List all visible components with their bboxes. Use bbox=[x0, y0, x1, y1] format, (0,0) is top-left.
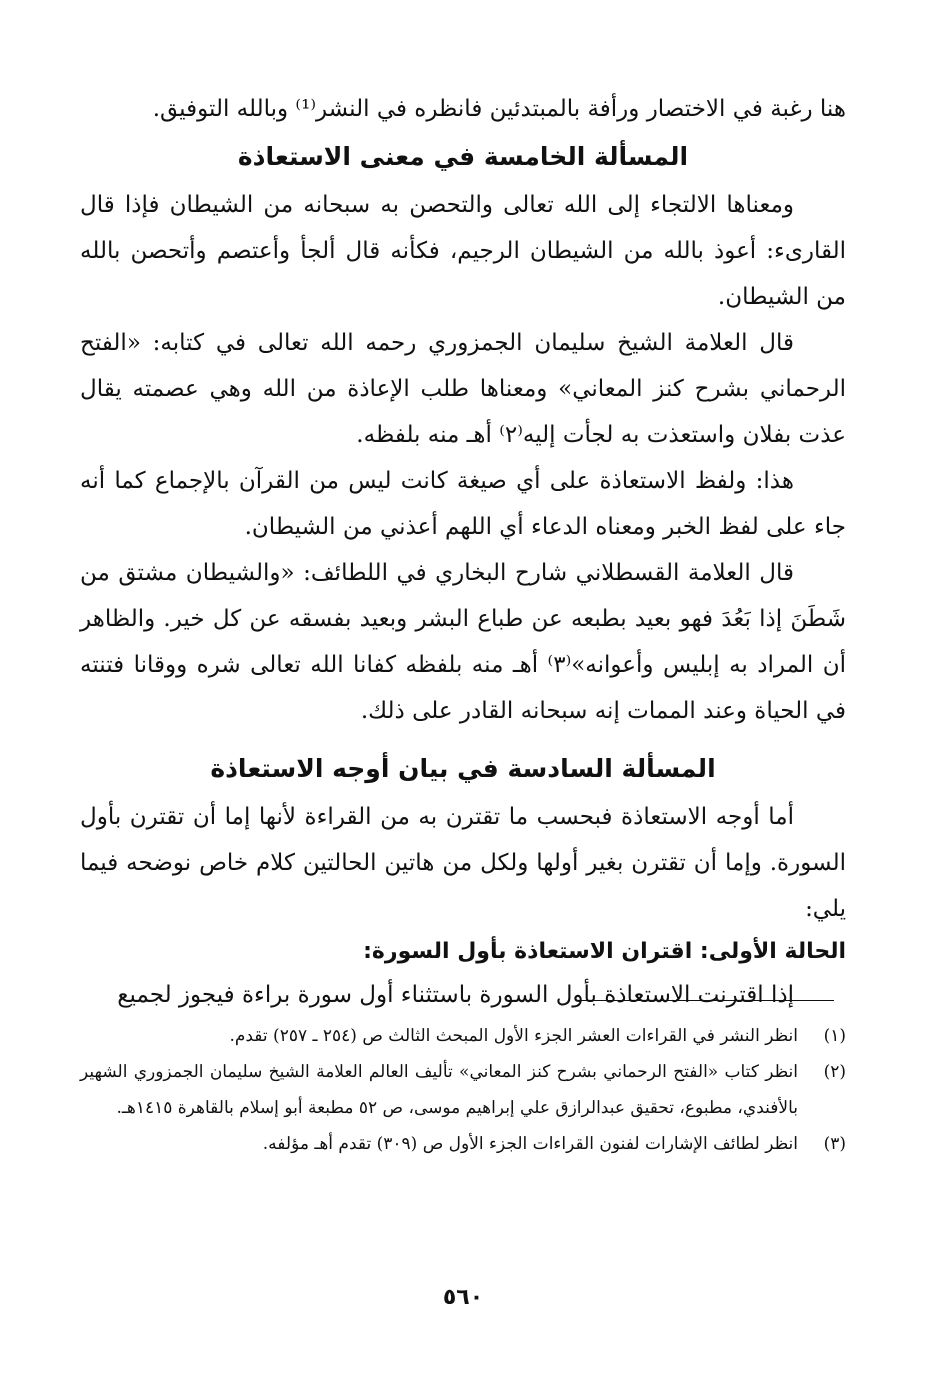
footnote-number: (٣) bbox=[823, 1134, 846, 1154]
section-5-paragraph-1: ومعناها الالتجاء إلى الله تعالى والتحصن به سبحانه من الشيطان فإذا قال القارىء: أعوذ بالله من الشيطان الرجيم، فكأنه قال ألجأ وأعتصم وأتحصن بالله من الشيطان. bbox=[80, 192, 846, 310]
footnote-text: انظر لطائف الإشارات لفنون القراءات الجزء الأول ص (٣٠٩) تقدم أهـ مؤلفه. bbox=[262, 1134, 798, 1154]
case-1-paragraph: إذا اقترنت الاستعاذة بأول السورة باستثناء أول سورة براءة فيجوز لجميع bbox=[117, 982, 794, 1008]
footnote-number: (١) bbox=[823, 1026, 846, 1046]
section-5-paragraph-4: قال العلامة القسطلاني شارح البخاري في اللطائف: «والشيطان مشتق من شَطَنَ إذا بَعُدَ فهو بعيد بطبعه عن طباع البشر وبعيد بفسقه عن كل خير. والظاهر أن المراد به إبليس وأعوانه»⁽٣⁾ أهـ منه بلفظه كفانا الله تعالى شره ووقانا فتنته في الحياة وعند الممات إنه سبحانه القادر على ذلك. bbox=[80, 560, 847, 724]
footnote-number: (٢) bbox=[823, 1062, 846, 1082]
footnote-text: انظر كتاب «الفتح الرحماني بشرح كنز المعاني» تأليف العالم العلامة الشيخ سليمان الجمزوري الشهير بالأفندي، مطبوع، تحقيق عبدالرازق علي إبراهيم موسى، ص ٥٢ مطبعة أبو إسلام بالقاهرة ١٤١٥هـ. bbox=[80, 1062, 798, 1118]
footnotes bbox=[80, 1018, 846, 1162]
section-spacer bbox=[80, 734, 846, 744]
footnote bbox=[80, 1126, 846, 1162]
book-page bbox=[80, 86, 846, 1339]
section-6-heading: المسألة السادسة في بيان أوجه الاستعاذة bbox=[210, 754, 716, 783]
case-1-title: الحالة الأولى: اقتران الاستعاذة بأول السورة: bbox=[363, 939, 846, 964]
section-5-heading: المسألة الخامسة في معنى الاستعاذة bbox=[237, 142, 689, 171]
footnote bbox=[80, 1054, 846, 1126]
footnote bbox=[80, 1018, 846, 1054]
section-6-paragraph-1: أما أوجه الاستعاذة فبحسب ما تقترن به من القراءة لأنها إما أن تقترن بأول السورة. وإما أن تقترن بغير أولها ولكل من هاتين الحالتين كلام خاص نوضحه فيما يلي: bbox=[80, 804, 846, 922]
footnote-text: انظر النشر في القراءات العشر الجزء الأول المبحث الثالث ص (٢٥٤ ـ ٢٥٧) تقدم. bbox=[229, 1026, 798, 1046]
footnote-divider bbox=[576, 1000, 834, 1001]
intro-paragraph: هنا رغبة في الاختصار ورأفة بالمبتدئين فانظره في النشر⁽¹⁾ وبالله التوفيق. bbox=[152, 96, 846, 122]
section-5-paragraph-3: هذا: ولفظ الاستعاذة على أي صيغة كانت ليس من القرآن بالإجماع كما أنه جاء على لفظ الخبر ومعناه الدعاء أي اللهم أعذني من الشيطان. bbox=[80, 468, 846, 540]
page-number: ٥٦٠ bbox=[442, 1285, 484, 1310]
section-5-paragraph-2: قال العلامة الشيخ سليمان الجمزوري رحمه الله تعالى في كتابه: «الفتح الرحماني بشرح كنز المعاني» ومعناها طلب الإعاذة من الله وهي عصمته يقال عذت بفلان واستعذت به لجأت إليه⁽٢⁾ أهـ منه بلفظه. bbox=[80, 330, 846, 448]
